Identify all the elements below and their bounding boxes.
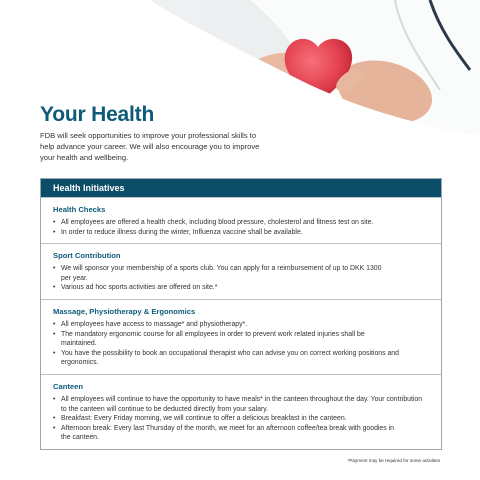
- section-health-checks: [41, 197, 441, 243]
- footnote: *Payment may be required for some activities: [347, 458, 440, 463]
- panel-header: Health Initiatives: [41, 179, 441, 197]
- list-item: • Various ad hoc sports activities are offered on site.*: [53, 283, 429, 293]
- list-item: • All employees are offered a health check, including blood pressure, cholesterol and fitness test on site.: [53, 218, 429, 228]
- bullet-list: [53, 395, 429, 443]
- list-item: • We will sponsor your membership of a sports club. You can apply for a reimbursement of up to DKK 1300 per year.: [53, 264, 429, 283]
- bullet-list: [53, 264, 429, 293]
- list-item: • All employees will continue to have the opportunity to have meals* in the canteen throughout the day. Your contribution to the canteen will continue to be deducted directly from your salary.: [53, 395, 429, 414]
- list-item: • Afternoon break: Every last Thursday of the month, we meet for an afternoon coffee/tea break with goodies in the canteen.: [53, 424, 429, 443]
- section-canteen: [41, 374, 441, 449]
- bullet-list: [53, 218, 429, 237]
- intro-paragraph: FDB will seek opportunities to improve your professional skills to help advance your career. We will also encourage you to improve your health and wellbeing.: [40, 131, 260, 162]
- page-title: Your Health: [40, 103, 155, 126]
- section-sport-contribution: [41, 243, 441, 299]
- list-item: • All employees have access to massage* and physiotherapy*.: [53, 320, 429, 330]
- section-title: Health Checks: [53, 205, 106, 214]
- section-title: Canteen: [53, 381, 83, 391]
- list-item: • The mandatory ergonomic course for all employees in order to prevent work related injuries shall be maintained.: [53, 330, 429, 349]
- section-title: Sport Contribution: [53, 251, 121, 261]
- bullet-list: [53, 320, 429, 368]
- health-initiatives-panel: [40, 178, 442, 450]
- list-item: • You have the possibility to book an occupational therapist who can advise you on correct working positions and ergonomics.: [53, 349, 429, 368]
- section-title: Massage, Physiotherapy & Ergonomics: [53, 306, 196, 316]
- section-massage-physiotherapy: [41, 299, 441, 374]
- list-item: • Breakfast: Every Friday morning, we will continue to offer a delicious breakfast in the canteen.: [53, 414, 429, 424]
- list-item: • In order to reduce illness during the winter, Influenza vaccine shall be available.: [53, 228, 429, 238]
